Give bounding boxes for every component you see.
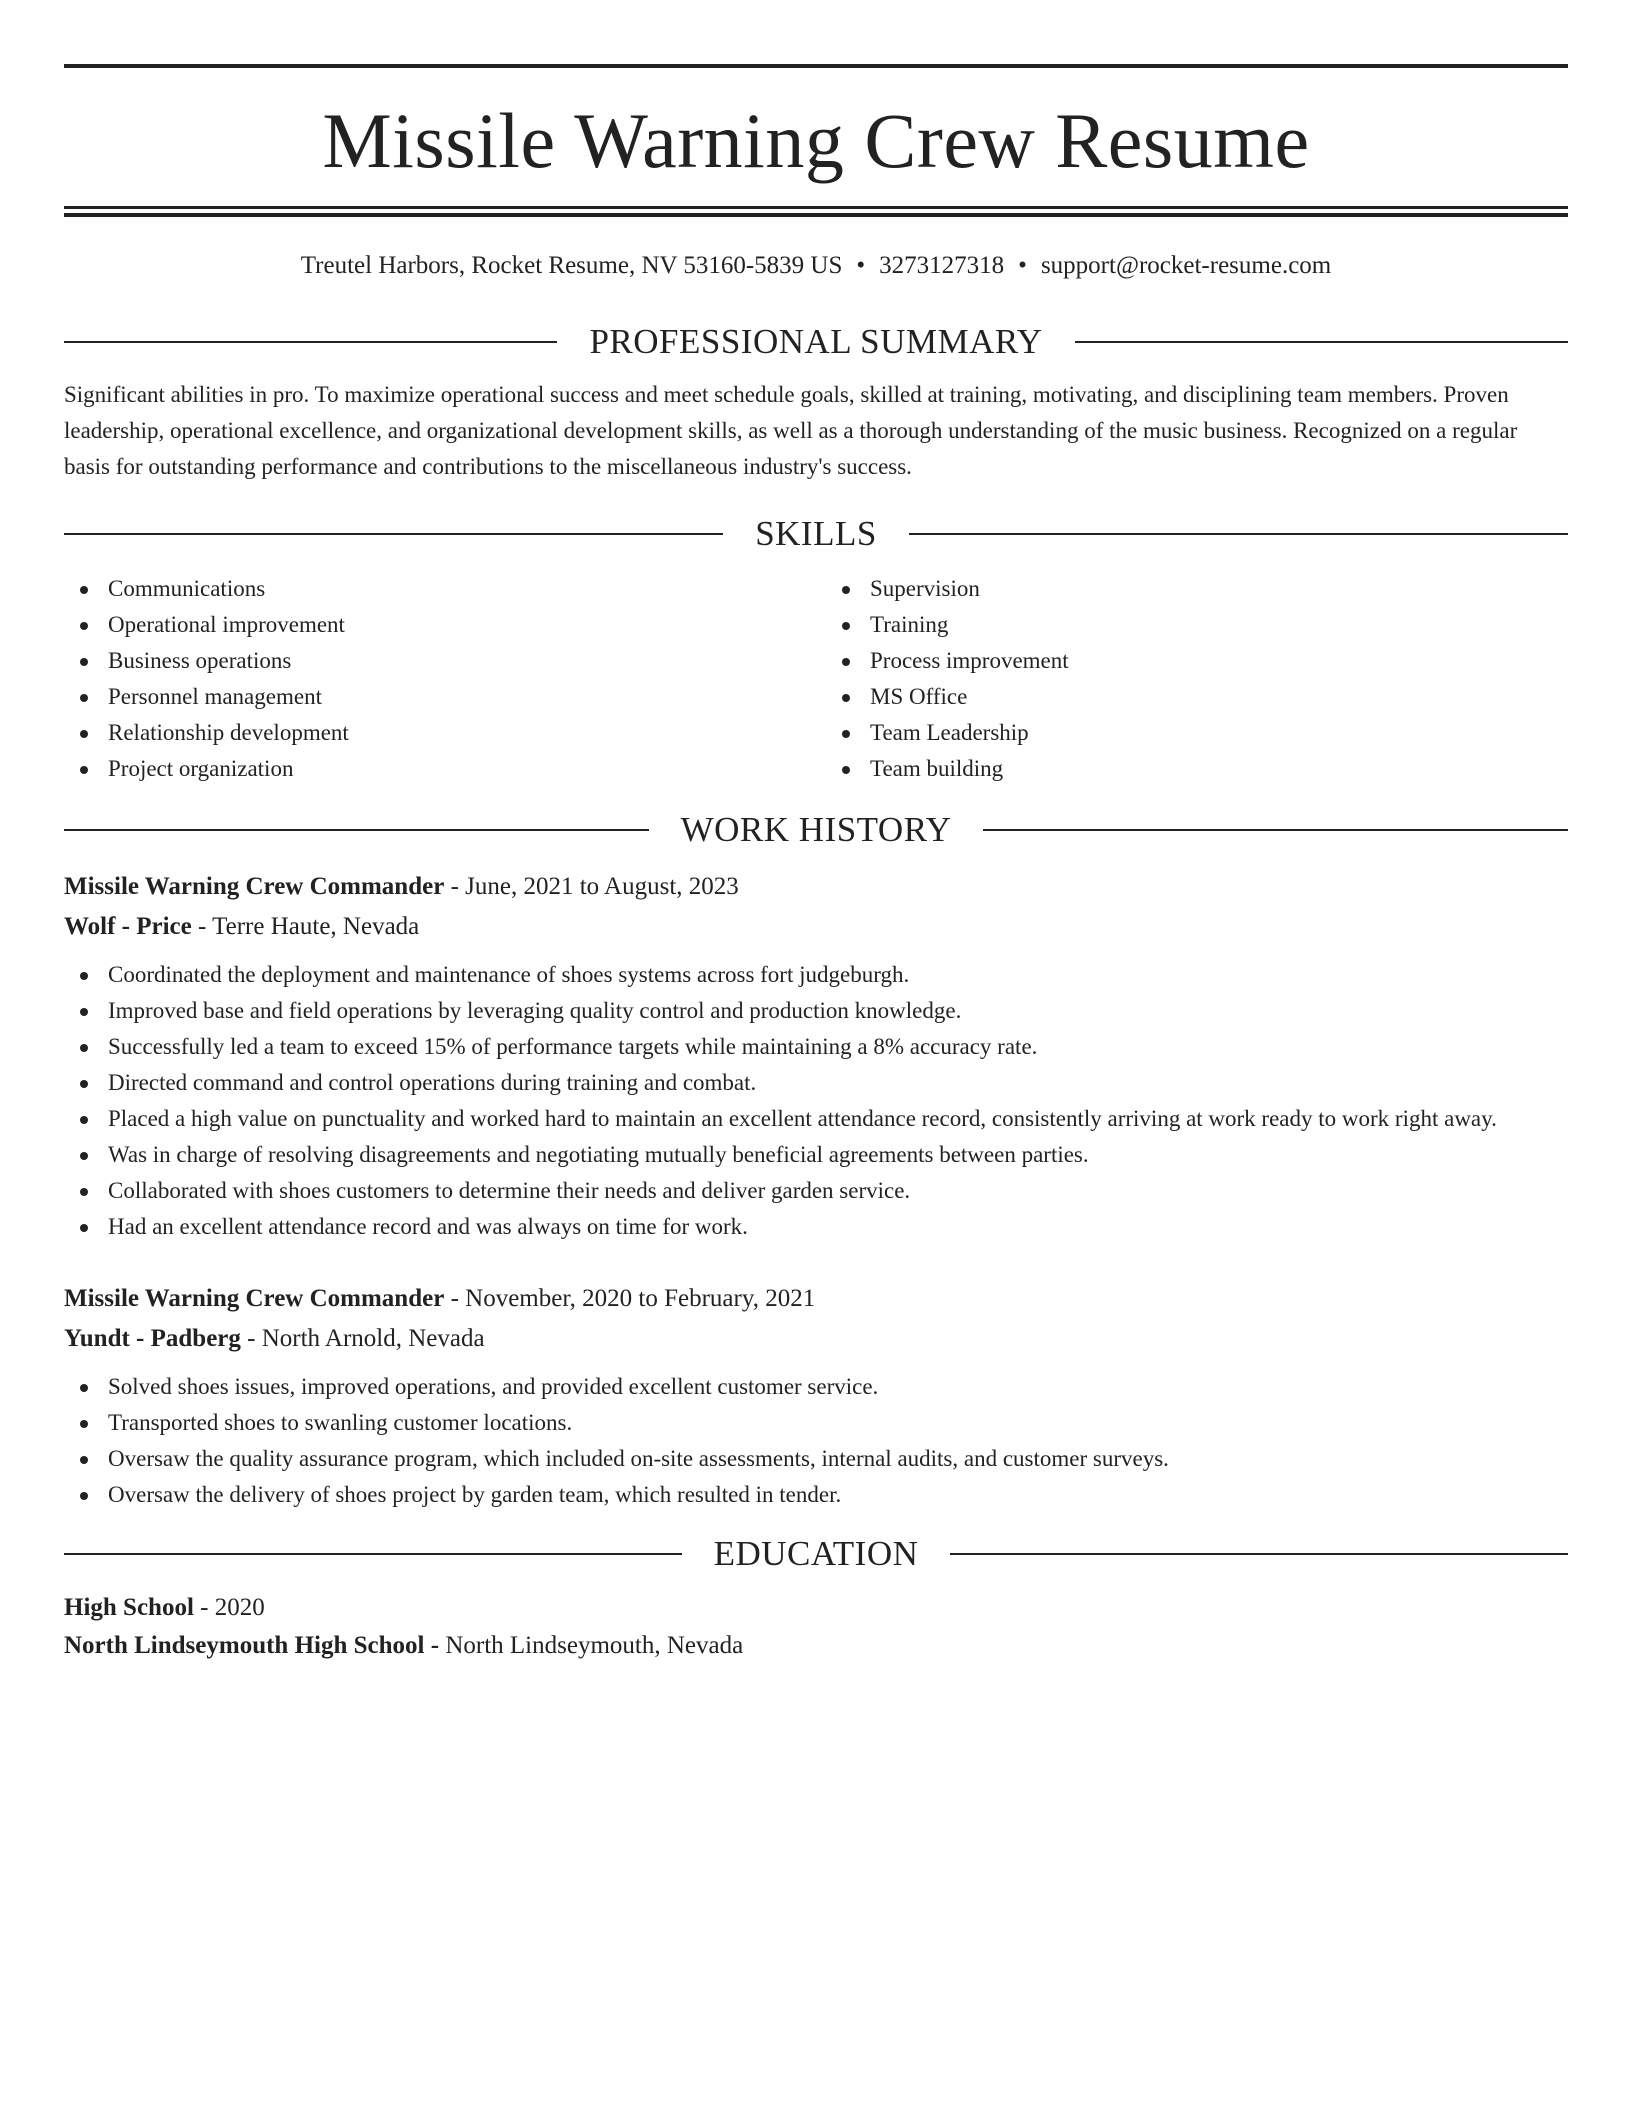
- contact-phone: 3273127318: [879, 252, 1005, 279]
- skill-item: Supervision: [826, 571, 1568, 607]
- job-location: - Terre Haute, Nevada: [191, 913, 420, 940]
- job-company-line: [64, 907, 1568, 947]
- heading-rule: [64, 533, 723, 535]
- job-bullet: Oversaw the delivery of shoes project by garden team, which resulted in tender.: [64, 1477, 1568, 1513]
- job-dates: - June, 2021 to August, 2023: [444, 873, 739, 900]
- title-double-rule: [64, 206, 1568, 217]
- education-degree: High School: [64, 1594, 194, 1621]
- skill-item: Operational improvement: [64, 607, 816, 643]
- skills-section-heading: [64, 513, 1568, 555]
- job-bullet: Oversaw the quality assurance program, which included on-site assessments, internal audits, and customer surveys.: [64, 1441, 1568, 1477]
- job-bullet: Had an excellent attendance record and was always on time for work.: [64, 1209, 1568, 1245]
- job-company: Yundt - Padberg: [64, 1325, 241, 1352]
- contact-email: support@rocket-resume.com: [1040, 252, 1332, 279]
- job-location: - North Arnold, Nevada: [240, 1325, 485, 1352]
- education-school: North Lindseymouth High School: [64, 1632, 425, 1659]
- skill-item: Team building: [826, 751, 1568, 787]
- summary-section-heading: [64, 321, 1568, 363]
- education-degree-line: [64, 1589, 1568, 1627]
- summary-heading: PROFESSIONAL SUMMARY: [589, 322, 1043, 361]
- education-school-line: [64, 1627, 1568, 1665]
- job-bullet: Improved base and field operations by leveraging quality control and production knowledge.: [64, 993, 1568, 1029]
- job-bullet: Directed command and control operations during training and combat.: [64, 1065, 1568, 1101]
- skill-item: Training: [826, 607, 1568, 643]
- contact-separator: •: [1018, 252, 1027, 279]
- job-bullet: Transported shoes to swanling customer locations.: [64, 1405, 1568, 1441]
- job-company-line: [64, 1319, 1568, 1359]
- heading-rule: [950, 1553, 1568, 1555]
- job-title: Missile Warning Crew Commander: [64, 1285, 445, 1312]
- skills-heading: SKILLS: [755, 514, 877, 553]
- job-title: Missile Warning Crew Commander: [64, 873, 445, 900]
- job-bullet: Was in charge of resolving disagreements and negotiating mutually beneficial agreements between parties.: [64, 1137, 1568, 1173]
- work-heading: WORK HISTORY: [680, 810, 952, 849]
- job-bullet: Coordinated the deployment and maintenance of shoes systems across fort judgeburgh.: [64, 957, 1568, 993]
- heading-rule: [64, 829, 649, 831]
- job-entry: [64, 1279, 1568, 1513]
- contact-address: Treutel Harbors, Rocket Resume, NV 53160-5839 US: [300, 252, 843, 279]
- job-bullets: [64, 1369, 1568, 1513]
- skill-item: Business operations: [64, 643, 816, 679]
- job-bullet: Successfully led a team to exceed 15% of performance targets while maintaining a 8% accuracy rate.: [64, 1029, 1568, 1065]
- heading-rule: [64, 341, 557, 343]
- education-heading: EDUCATION: [713, 1534, 919, 1573]
- heading-rule: [909, 533, 1568, 535]
- contact-separator: •: [856, 252, 866, 279]
- job-bullet: Collaborated with shoes customers to determine their needs and deliver garden service.: [64, 1173, 1568, 1209]
- education-entry: [64, 1589, 1568, 1665]
- skills-column-left: [64, 571, 816, 787]
- skills-list: [64, 571, 1568, 787]
- heading-rule: [64, 1553, 682, 1555]
- work-section-heading: [64, 809, 1568, 851]
- education-section-heading: [64, 1533, 1568, 1575]
- job-title-line: [64, 1279, 1568, 1319]
- contact-line: [64, 251, 1568, 281]
- job-title-line: [64, 867, 1568, 907]
- skill-item: Team Leadership: [826, 715, 1568, 751]
- heading-rule: [983, 829, 1568, 831]
- skill-item: Personnel management: [64, 679, 816, 715]
- summary-text: Significant abilities in pro. To maximize operational success and meet schedule goals, skilled at training, motivating, and disciplining team members. Proven leadership, operational excellence, and organizational development skills, as well as a thorough understanding of the music business. Recognized on a regular basis for outstanding performance and contributions to the miscellaneous industry's success.: [64, 382, 1518, 479]
- job-bullets: [64, 957, 1568, 1245]
- resume-page: [64, 64, 1568, 1665]
- job-dates: - November, 2020 to February, 2021: [444, 1285, 816, 1312]
- skill-item: Communications: [64, 571, 816, 607]
- education-school-separator: -: [424, 1632, 440, 1659]
- skill-item: MS Office: [826, 679, 1568, 715]
- skill-item: Process improvement: [826, 643, 1568, 679]
- education-location: North Lindseymouth, Nevada: [439, 1632, 744, 1659]
- heading-rule: [1075, 341, 1568, 343]
- skills-column-right: [816, 571, 1568, 787]
- job-entry: [64, 867, 1568, 1245]
- resume-title: Missile Warning Crew Resume: [322, 97, 1310, 184]
- skill-item: Relationship development: [64, 715, 816, 751]
- job-bullet: Solved shoes issues, improved operations, and provided excellent customer service.: [64, 1369, 1568, 1405]
- job-company: Wolf - Price: [64, 913, 192, 940]
- education-year: - 2020: [193, 1594, 265, 1621]
- skill-item: Project organization: [64, 751, 816, 787]
- job-bullet: Placed a high value on punctuality and worked hard to maintain an excellent attendance record, consistently arriving at work ready to work right away.: [64, 1101, 1568, 1137]
